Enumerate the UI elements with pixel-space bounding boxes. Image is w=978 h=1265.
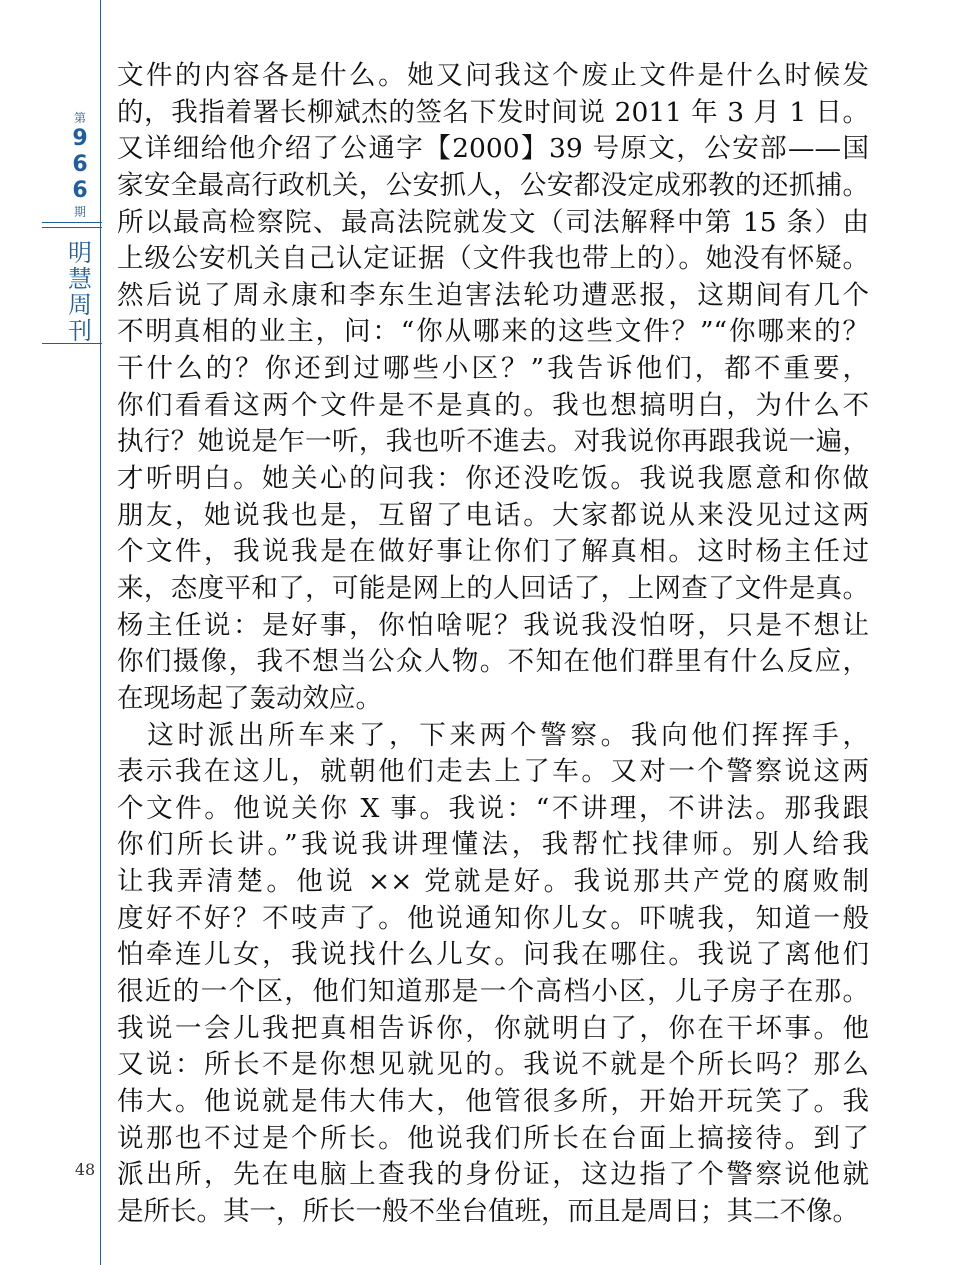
text-line: 我说一会儿我把真相告诉你，你就明白了，你在干坏事。他 — [117, 1012, 869, 1044]
issue-prefix: 第 — [73, 111, 86, 125]
text-line: 让我弄清楚。他说 ×× 党就是好。我说那共产党的腐败制 — [117, 866, 869, 898]
text-line: 朋友，她说我也是，互留了电话。大家都说从来没见过这两 — [117, 499, 869, 531]
text-line: 伟大。他说就是伟大伟大，他管很多所，开始开玩笑了。我 — [117, 1085, 869, 1117]
issue-number — [60, 110, 100, 220]
text-line: 执行？她说是乍一听，我也听不進去。对我说你再跟我说一遍， — [117, 426, 869, 458]
text-line: 干什么的？你还到过哪些小区？”我告诉他们，都不重要， — [117, 353, 869, 385]
text-line: 度好不好？不吱声了。他说通知你儿女。吓唬我，知道一般 — [117, 902, 869, 934]
text-line: 是所长。其一，所长一般不坐台值班，而且是周日；其二不像。 — [117, 1195, 859, 1227]
margin-rule-top-double — [42, 227, 102, 228]
text-line: 来，态度平和了，可能是网上的人回话了，上网查了文件是真。 — [117, 572, 869, 604]
magazine-title-char: 刊 — [68, 317, 92, 345]
text-line: 才听明白。她关心的问我：你还没吃饭。我说我愿意和你做 — [117, 463, 869, 495]
text-line: 个文件，我说我是在做好事让你们了解真相。这时杨主任过 — [117, 536, 869, 568]
page-number: 48 — [74, 1160, 96, 1179]
text-line: 又详细给他介绍了公通字【2000】39 号原文，公安部——国 — [117, 133, 869, 165]
text-line: 这时派出所车来了，下来两个警察。我向他们挥挥手， — [117, 719, 869, 751]
article-body — [117, 58, 869, 1231]
magazine-title-char: 慧 — [68, 265, 92, 293]
text-line: 然后说了周永康和李东生迫害法轮功遭恶报，这期间有几个 — [117, 279, 869, 311]
text-line: 文件的内容各是什么。她又问我这个废止文件是什么时候发 — [117, 60, 869, 91]
issue-digit: 6 — [72, 152, 88, 177]
text-line: 表示我在这儿，就朝他们走去上了车。又对一个警察说这两 — [117, 756, 869, 788]
text-line: 你们所长讲。”我说我讲理懂法，我帮忙找律师。别人给我 — [117, 829, 869, 861]
text-line: 很近的一个区，他们知道那是一个高档小区，儿子房子在那。 — [117, 976, 869, 1008]
text-line: 又说：所长不是你想见就见的。我说不就是个所长吗？那么 — [117, 1049, 869, 1081]
issue-digit: 9 — [72, 126, 88, 151]
text-line: 家安全最高行政机关，公安抓人，公安都没定成邪教的还抓捕。 — [117, 169, 869, 201]
text-line: 个文件。他说关你 X 事。我说：“不讲理，不讲法。那我跟 — [117, 792, 869, 824]
text-line: 不明真相的业主，问：“你从哪来的这些文件？”“你哪来的？ — [117, 316, 869, 348]
margin-rule-top — [42, 222, 102, 223]
magazine-title-char: 明 — [68, 239, 92, 267]
issue-suffix: 期 — [73, 205, 86, 219]
text-line: 的，我指着署长柳斌杰的签名下发时间说 2011 年 3 月 1 日。 — [117, 96, 869, 128]
magazine-title — [60, 240, 100, 344]
text-line: 你们摄像，我不想当公众人物。不知在他们群里有什么反应， — [117, 646, 869, 678]
magazine-title-char: 周 — [68, 291, 92, 319]
text-line: 你们看看这两个文件是不是真的。我也想搞明白，为什么不 — [117, 389, 869, 421]
issue-digit: 6 — [72, 178, 88, 203]
text-line: 派出所，先在电脑上查我的身份证，这边指了个警察说他就 — [117, 1159, 869, 1191]
margin-rule-vertical — [100, 0, 101, 1265]
text-line: 说那也不过是个所长。他说我们所长在台面上搞接待。到了 — [117, 1122, 869, 1154]
text-line: 上级公安机关自己认定证据（文件我也带上的）。她没有怀疑。 — [117, 243, 869, 275]
text-line: 怕牵连儿女，我说找什么儿女。问我在哪住。我说了离他们 — [117, 939, 869, 971]
text-line: 杨主任说：是好事，你怕啥呢？我说我没怕呀，只是不想让 — [117, 609, 869, 641]
text-line: 在现场起了轰动效应。 — [117, 682, 382, 714]
text-line: 所以最高检察院、最高法院就发文（司法解释中第 15 条）由 — [117, 206, 869, 238]
